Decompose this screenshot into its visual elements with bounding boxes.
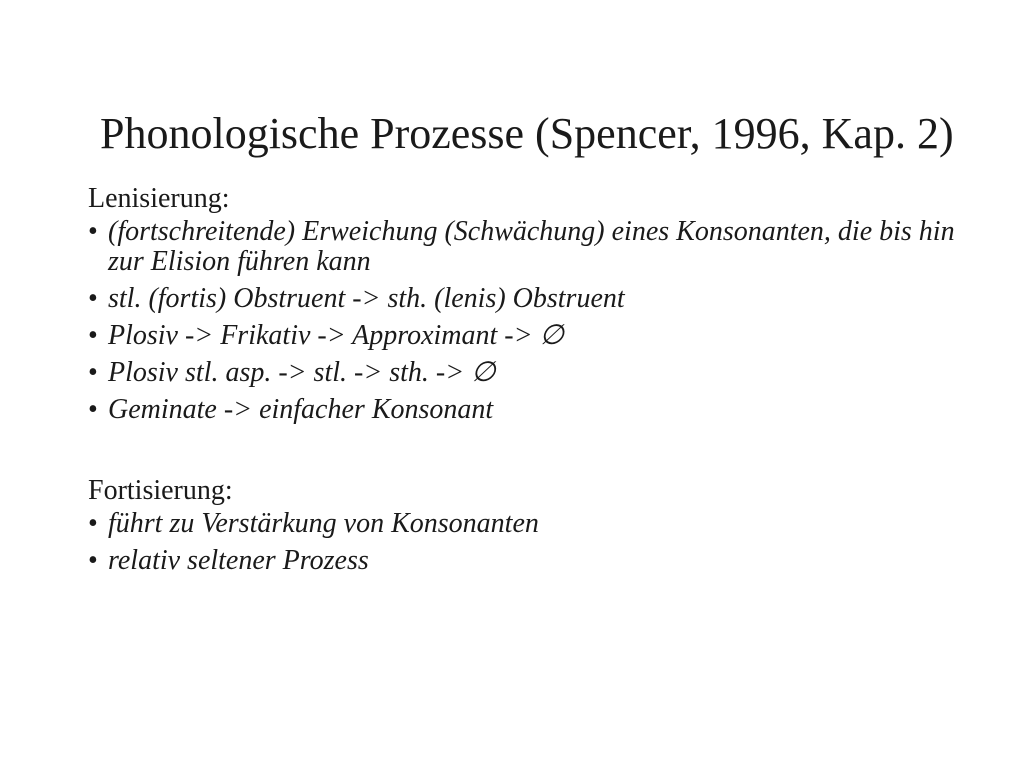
bullet-text: führt zu Verstärkung von Konsonanten: [108, 508, 539, 539]
section-heading-fortisierung: Fortisierung:: [88, 475, 233, 506]
section-fortisierung: [88, 473, 988, 583]
bullet-text: Plosiv stl. asp. -> stl. -> sth. -> ∅: [108, 357, 496, 388]
bullet-icon: •: [88, 545, 98, 576]
bullet-icon: •: [88, 508, 98, 539]
bullet-item: [88, 358, 988, 388]
bullet-item: [88, 546, 988, 576]
bullet-icon: •: [88, 283, 98, 314]
section-heading-lenisierung: Lenisierung:: [88, 183, 230, 214]
bullet-list-lenisierung: [88, 217, 988, 425]
bullet-text: (fortschreitende) Erweichung (Schwächung) eines Konsonanten, die bis hin zur Elision führen kann: [108, 216, 955, 277]
bullet-text: Geminate -> einfacher Konsonant: [108, 394, 494, 425]
bullet-item: [88, 284, 988, 314]
bullet-icon: •: [88, 357, 98, 388]
bullet-item: [88, 321, 988, 351]
bullet-icon: •: [88, 216, 98, 247]
bullet-icon: •: [88, 394, 98, 425]
slide-title: Phonologische Prozesse (Spencer, 1996, Kap. 2): [100, 109, 954, 158]
bullet-item: [88, 395, 988, 425]
section-lenisierung: [88, 181, 988, 432]
bullet-list-fortisierung: [88, 509, 988, 576]
bullet-icon: •: [88, 320, 98, 351]
bullet-text: Plosiv -> Frikativ -> Approximant -> ∅: [108, 320, 564, 351]
bullet-text: relativ seltener Prozess: [108, 545, 369, 576]
bullet-item: [88, 509, 988, 539]
bullet-text: stl. (fortis) Obstruent -> sth. (lenis) Obstruent: [108, 283, 625, 314]
bullet-item: [88, 217, 988, 277]
